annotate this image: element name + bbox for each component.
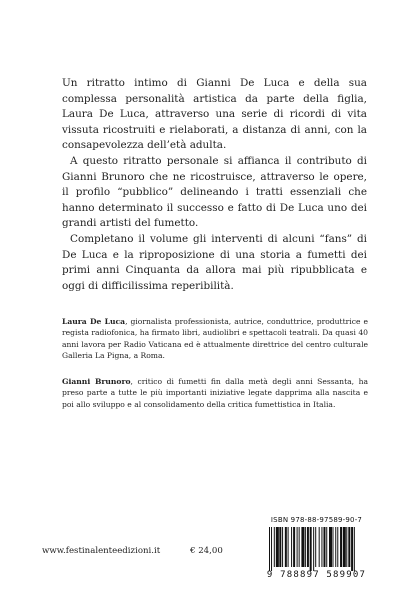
barcode-digits: 9 788897 589907 (266, 570, 367, 580)
barcode-bar (305, 527, 306, 567)
publisher-website: www.festinalenteedizioni.it (42, 546, 161, 556)
barcode-bar (269, 527, 270, 571)
price-label: € 24,00 (190, 546, 223, 556)
barcode-bar (279, 527, 281, 567)
author-name-gianni: Gianni Brunoro (62, 377, 131, 386)
author-bio-laura-text: , giornalista professionista, autrice, conduttrice, produttrice e regista radiofonica, ha firmato libri, audiolibri e spettacoli teatrali. Da quasi 40 anni lavora per Radio Vaticana ed è attualmente direttrice del centro culturale Galleria La Pigna, a Roma. (62, 317, 368, 361)
barcode-bar (293, 527, 295, 567)
barcode-bar (310, 527, 312, 571)
barcode-bar (285, 527, 287, 567)
barcode-bar (323, 527, 325, 567)
barcode-bar (351, 527, 353, 571)
isbn-barcode-block (265, 516, 368, 579)
barcode-bar (335, 527, 336, 567)
barcode-bar (282, 527, 283, 567)
barcode-bar (354, 527, 355, 571)
barcode-bar (329, 527, 332, 567)
barcode-bar (343, 527, 346, 567)
author-name-laura: Laura De Luca (62, 317, 126, 326)
barcode-bar (348, 527, 350, 567)
author-bio-laura (62, 316, 368, 362)
barcode-bar (274, 527, 275, 567)
description-paragraph-1: Un ritratto intimo di Gianni De Luca e della sua complessa personalità artistica da parte della figlia, Laura De Luca, attraverso una serie di ricordi di vita vissuta ricostruiti e rielaborati, a distanza di anni, con la consapevolezza dell’età adulta. (62, 77, 367, 152)
barcode-bar (271, 527, 272, 571)
description-paragraph-2: A questo ritratto personale si affianca il contributo di Gianni Brunoro che ne ricostruisce, attraverso le opere, il profilo “pubblico” delineando i tratti essenziali che hanno determinato il successo e fatto di De Luca uno dei grandi artisti del fumetto. (62, 154, 367, 230)
barcode-bar (315, 527, 316, 567)
barcode-bar (288, 527, 289, 567)
barcode-bar (346, 527, 347, 567)
barcode-bar (313, 527, 314, 571)
barcode-bar (321, 527, 322, 567)
barcode-bar (299, 527, 300, 567)
barcode-bar (301, 527, 304, 567)
barcode-bar (340, 527, 342, 567)
book-description (62, 76, 367, 294)
barcode-bar (291, 527, 292, 567)
author-bio-gianni-text: , critico di fumetti fin dalla metà degli anni Sessanta, ha preso parte a tutte le più importanti iniziative legate dapprima alla nascita e poi allo sviluppo e al consolidamento della critica fumettistica in Italia. (62, 377, 368, 409)
barcode-bar (332, 527, 333, 567)
barcode-icon (269, 527, 364, 571)
barcode-bar (319, 527, 320, 567)
barcode-bar (297, 527, 298, 567)
barcode-bar (337, 527, 338, 567)
author-bio-gianni (62, 376, 368, 410)
description-paragraph-3: Completano il volume gli interventi di alcuni “fans” di De Luca e la riproposizione di una storia a fumetti dei primi anni Cinquanta da allora mai più ripubblicata e oggi di difficilissima reperibilità. (62, 232, 367, 292)
barcode-bar (276, 527, 279, 567)
barcode-bar (326, 527, 327, 567)
isbn-label: ISBN 978-88-97589-90-7 (270, 516, 363, 524)
barcode-bar (307, 527, 309, 567)
